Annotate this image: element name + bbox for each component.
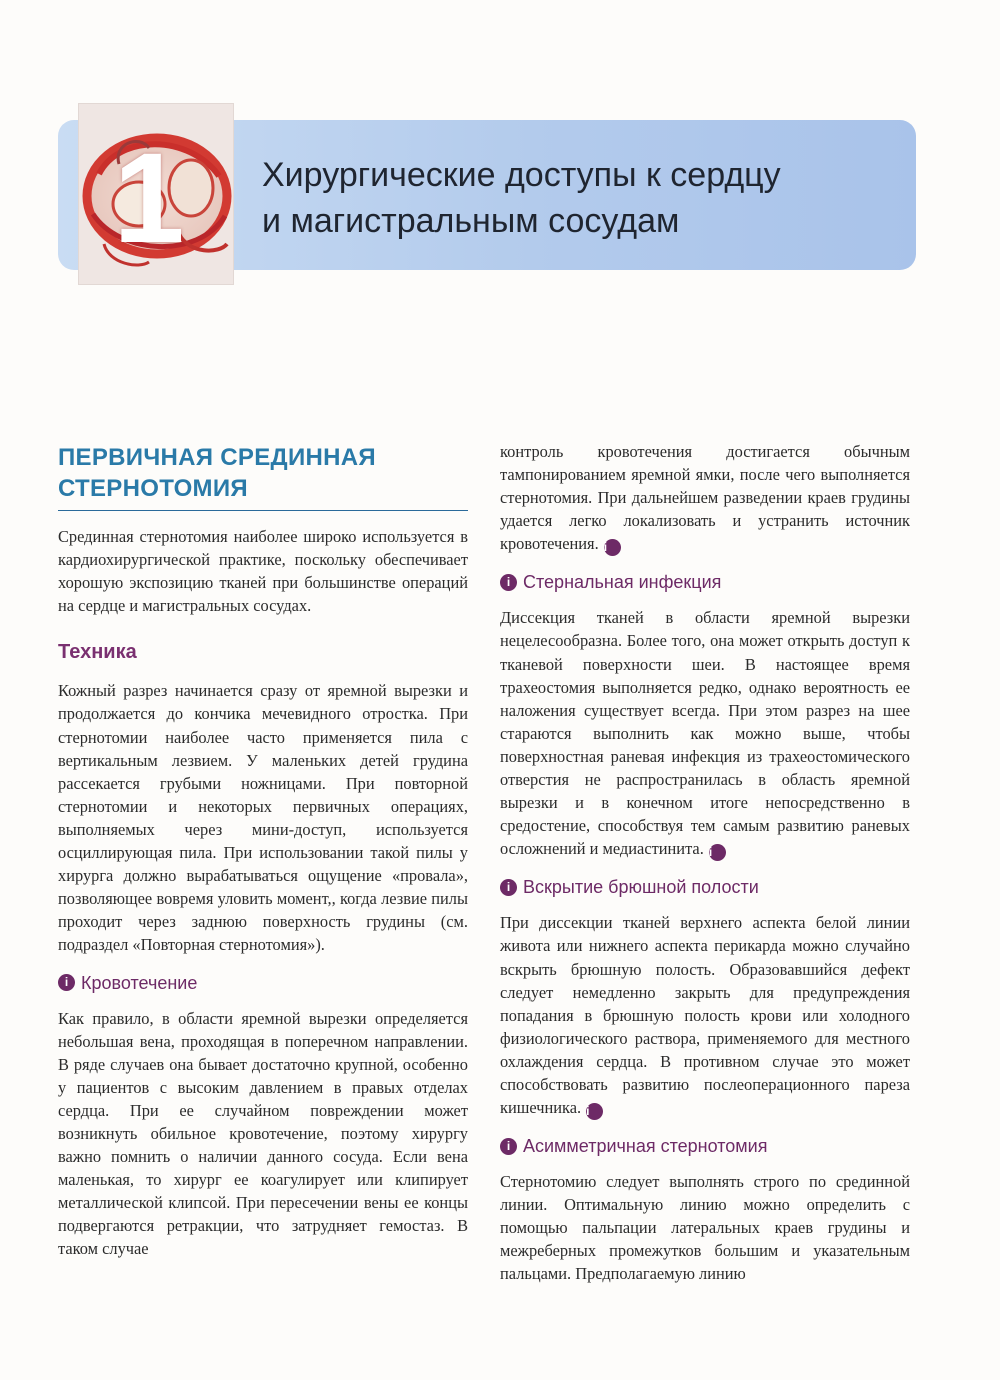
abdomen-text: При диссекции тканей верхнего аспекта белой линии живота или нижнего аспекта перикарда можно случайно вскрыть брюшную полость. Образовавшийся дефект следует немедленно закрыть для предупреждения попадания в брюшную полость крови или холодного физиологического раствора, применяемого для местного охлаждения сердца. В противном случае это может способствовать развитию послеоперационного пареза кишечника. (500, 913, 910, 1118)
infection-text: Диссекция тканей в области яремной вырезки нецелесообразна. Более того, она может открыть доступ к тканевой поверхности шеи. В настоящее время трахеостомия выполняется редко, однако вероятность ее наложения существует всегда. При этом разрез на шее стараются выполнить как можно выше, чтобы поверхностная раневая инфекция из трахеостомического отверстия не распространилась в область яремной вырезки и в конечном итоге непосредственно в средостение, способствуя тем самым развитию раневых осложнений и медиастинита. (500, 608, 910, 859)
asymmetric-heading (500, 1134, 910, 1158)
infection-heading (500, 570, 910, 594)
info-icon: i (604, 539, 621, 556)
chapter-title (262, 152, 902, 244)
info-icon: i (500, 574, 517, 591)
section-heading-line: СТЕРНОТОМИЯ (58, 475, 248, 502)
bleeding-continued-paragraph (500, 440, 910, 556)
technique-paragraph: Кожный разрез начинается сразу от яремной вырезки и продолжается до кончика мечевидного отростка. При стернотомии наиболее часто применяется пила с вертикальным лезвием. У маленьких детей грудина рассекается грубыми ножницами. При повторной стернотомии и некоторых первичных операциях, выполняемых через мини-доступ, используется осциллирующая пила. При использовании такой пилы у хирурга должно вырабатываться ощущение «провала», позволяющее вовремя уловить момент,, когда лезвие пилы проходит через заднюю поверхность грудины (см. подраздел «Повторная стернотомия»). (58, 681, 468, 955)
bleeding-heading (58, 971, 468, 995)
infection-heading-label: Стернальная инфекция (523, 572, 722, 593)
chapter-number: 1 (113, 127, 185, 270)
info-icon: i (586, 1103, 603, 1120)
abdomen-heading-label: Вскрытие брюшной полости (523, 877, 759, 898)
asymmetric-heading-label: Асимметричная стернотомия (523, 1136, 768, 1157)
bleeding-continued-text: контроль кровотечения достигается обычным тампонированием яремной ямки, после чего выполняется стернотомия. При дальнейшем разведении краев грудины удается легко локализовать и устранить источник кровотечения. (500, 442, 910, 554)
abdomen-paragraph (500, 911, 910, 1120)
infection-paragraph (500, 606, 910, 861)
section-heading (58, 442, 468, 504)
left-column (58, 440, 468, 1261)
info-icon: i (500, 879, 517, 896)
info-icon: i (58, 974, 75, 991)
section-divider (58, 510, 468, 511)
technique-heading: Техника (58, 641, 137, 664)
intro-paragraph: Срединная стернотомия наиболее широко используется в кардиохирургической практике, поскольку обеспечивает хорошую экспозицию тканей при большинстве операций на сердце и магистральных сосудах. (58, 527, 468, 616)
bleeding-paragraph: Как правило, в области яремной вырезки определяется небольшая вена, проходящая в поперечном направлении. В ряде случаев она бывает достаточно крупной, особенно у пациентов с высоким давлением в правых отделах сердца. При ее случайном повреждении может возникнуть обильное кровотечение, поэтому хирургу важно помнить о наличии данного сосуда. Если вена маленькая, то хирург ее коагулирует или клипирует металлической клипсой. При пересечении вены ее концы подвергаются ретракции, что затрудняет гемостаз. В таком случае (58, 1008, 468, 1259)
abdomen-heading (500, 875, 910, 899)
chapter-title-line: и магистральным сосудам (262, 202, 680, 240)
info-icon: i (500, 1138, 517, 1155)
bleeding-heading-label: Кровотечение (81, 972, 198, 993)
chapter-title-line: Хирургические доступы к сердцу (262, 156, 781, 194)
info-icon: i (709, 844, 726, 861)
right-column (500, 440, 910, 1286)
section-heading-line: ПЕРВИЧНАЯ СРЕДИННАЯ (58, 444, 376, 471)
asymmetric-paragraph: Стернотомию следует выполнять строго по срединной линии. Оптимальную линию можно определить с помощью пальпации латеральных краев грудины и межреберных промежутков большим и указательным пальцами. Предполагаемую линию (500, 1172, 910, 1284)
